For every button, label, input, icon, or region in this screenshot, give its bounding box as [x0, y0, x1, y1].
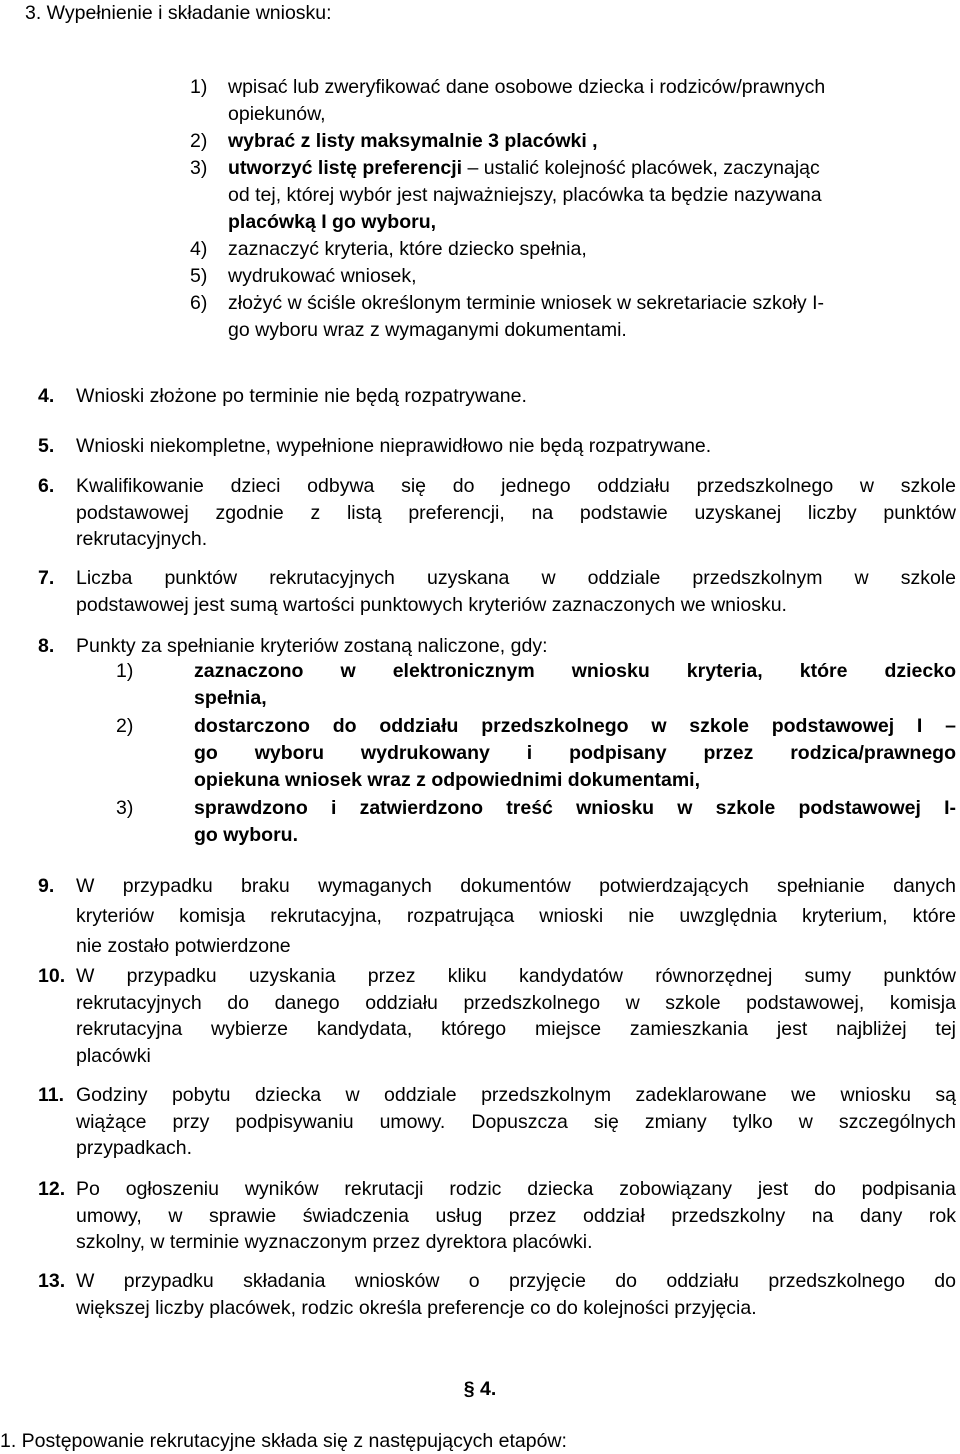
item-number: 5)	[190, 265, 208, 287]
item-number: 2)	[116, 715, 134, 737]
text-line: umowy, w sprawie świadczenia usług przez oddział przedszkolny na dany rok	[76, 1204, 956, 1227]
text-line: rekrutacyjnych do danego oddziału przedszkolnego w szkole podstawowej, komisja	[76, 991, 956, 1014]
section-4-first-line: 1. Postępowanie rekrutacyjne składa się z następujących etapów:	[0, 1430, 567, 1452]
list-item	[190, 236, 960, 263]
item-number: 3)	[116, 797, 134, 819]
paragraph-text	[76, 1082, 956, 1162]
item-number: 1)	[190, 76, 208, 98]
paragraph-12	[38, 1176, 956, 1256]
text-line: placówki	[76, 1044, 151, 1067]
paragraph-6	[38, 473, 956, 553]
paragraph-number: 6.	[38, 475, 55, 497]
item-bold-text: placówką I go wyboru,	[228, 211, 437, 233]
list-item-cont	[190, 209, 960, 236]
paragraph-number: 13.	[38, 1270, 66, 1292]
text-line: podstawowej jest sumą wartości punktowych kryteriów zaznaczonych we wniosku.	[76, 593, 787, 616]
list-item	[190, 290, 960, 317]
item-text: wybrać z listy maksymalnie 3 placówki ,	[228, 130, 598, 152]
paragraph-number: 5.	[38, 435, 55, 457]
item-bold-text: utworzyć listę preferencji	[228, 157, 463, 179]
text-line: W przypadku braku wymaganych dokumentów potwierdzających spełnianie danych	[76, 875, 956, 897]
item-text: wpisać lub zweryfikować dane osobowe dziecka i rodziców/prawnych	[228, 76, 826, 98]
paragraph-text	[76, 1268, 956, 1321]
paragraph-number: 9.	[38, 875, 55, 897]
text-line: dostarczono do oddziału przedszkolnego w szkole podstawowej I –	[194, 715, 956, 737]
paragraph-7	[38, 565, 956, 618]
item-text: zaznaczyć kryteria, które dziecko spełnia,	[228, 238, 587, 260]
paragraph-text: Wnioski złożone po terminie nie będą rozpatrywane.	[76, 385, 527, 407]
item-number: 1)	[116, 660, 134, 682]
text-line: spełnia,	[194, 687, 267, 709]
paragraph-text: Wnioski niekompletne, wypełnione nieprawidłowo nie będą rozpatrywane.	[76, 435, 712, 457]
item-number: 6)	[190, 292, 208, 314]
list-item-cont	[190, 101, 960, 128]
paragraph-10	[38, 963, 956, 1069]
item-number: 4)	[190, 238, 208, 260]
text-line: kryteriów komisja rekrutacyjna, rozpatrująca wnioski nie uwzględnia kryterium, które	[76, 905, 956, 927]
text-line: wiążące przy podpisywaniu umowy. Dopuszcza się zmiany tylko w szczególnych	[76, 1110, 956, 1133]
list-item	[190, 128, 960, 155]
text-line: przypadkach.	[76, 1137, 192, 1159]
text-line: W przypadku składania wniosków o przyjęcie do oddziału przedszkolnego do	[76, 1270, 956, 1292]
item-text: wydrukować wniosek,	[228, 265, 417, 287]
text-line: rekrutacyjna wybierze kandydata, którego miejsce zamieszkania jest najbliżej tej	[76, 1018, 956, 1040]
paragraph-8	[38, 633, 956, 660]
paragraph-number: 8.	[38, 635, 55, 657]
item-text: go wyboru wraz z wymaganymi dokumentami.	[228, 319, 627, 341]
text-line: opiekuna wniosek wraz z odpowiednimi dokumentami,	[194, 769, 700, 791]
paragraph-9	[38, 871, 956, 961]
item-text: – ustalić kolejność placówek, zaczynając	[462, 157, 820, 179]
item-text: złożyć w ściśle określonym terminie wniosek w sekretariacie szkoły I-	[228, 292, 824, 314]
text-line: nie zostało potwierdzone	[76, 935, 291, 957]
text-line: W przypadku uzyskania przez kliku kandydatów równorzędnej sumy punktów	[76, 965, 956, 987]
text-line: sprawdzono i zatwierdzono treść wniosku w szkole podstawowej I-	[194, 797, 956, 819]
text-line: Godziny pobytu dziecka w oddziale przedszkolnym zadeklarowane we wniosku są	[76, 1084, 956, 1106]
list-item	[116, 795, 956, 849]
text-line: szkolny, w terminie wyznaczonym przez dyrektora placówki.	[76, 1231, 593, 1253]
list-item	[190, 74, 960, 101]
paragraph-11	[38, 1082, 956, 1162]
text-line: większej liczby placówek, rodzic określa preferencje co do kolejności przyjęcia.	[76, 1296, 757, 1319]
section-3-heading: 3. Wypełnienie i składanie wniosku:	[25, 2, 332, 24]
text-line: podstawowej zgodnie z listą preferencji, na podstawie uzyskanej liczby punktów	[76, 501, 956, 524]
section-4-heading: § 4.	[463, 1378, 497, 1400]
item-number: 3)	[190, 157, 208, 179]
paragraph-text	[76, 565, 956, 618]
section-3-list	[190, 74, 960, 344]
paragraph-4	[38, 383, 956, 410]
text-line: go wyboru.	[194, 824, 298, 846]
paragraph-5	[38, 433, 956, 460]
paragraph-text	[76, 871, 956, 961]
list-item	[116, 713, 956, 794]
paragraph-number: 10.	[38, 965, 66, 987]
item-text: od tej, której wybór jest najważniejszy, placówka ta będzie nazywana	[228, 184, 822, 206]
paragraph-number: 12.	[38, 1178, 66, 1200]
paragraph-text	[76, 963, 956, 1069]
text-line: Po ogłoszeniu wyników rekrutacji rodzic dziecka zobowiązany jest do podpisania	[76, 1178, 956, 1200]
text-line: go wyboru wydrukowany i podpisany przez rodzica/prawnego	[194, 742, 956, 764]
paragraph-8-list	[116, 658, 956, 850]
text-line: rekrutacyjnych.	[76, 528, 208, 550]
item-number: 2)	[190, 130, 208, 152]
text-line: zaznaczono w elektronicznym wniosku kryteria, które dziecko	[194, 660, 956, 682]
list-item	[116, 658, 956, 712]
paragraph-number: 7.	[38, 567, 55, 589]
list-item	[190, 263, 960, 290]
text-line: Liczba punktów rekrutacyjnych uzyskana w oddziale przedszkolnym w szkole	[76, 567, 956, 589]
list-item-cont	[190, 317, 960, 344]
paragraph-13	[38, 1268, 956, 1321]
text-line: Kwalifikowanie dzieci odbywa się do jednego oddziału przedszkolnego w szkole	[76, 475, 956, 497]
paragraph-number: 4.	[38, 385, 55, 407]
paragraph-text	[76, 1176, 956, 1256]
paragraph-text: Punkty za spełnianie kryteriów zostaną naliczone, gdy:	[76, 635, 548, 657]
paragraph-text	[76, 473, 956, 553]
item-text: opiekunów,	[228, 103, 326, 125]
list-item-cont	[190, 182, 960, 209]
list-item	[190, 155, 960, 182]
paragraph-number: 11.	[38, 1084, 65, 1106]
